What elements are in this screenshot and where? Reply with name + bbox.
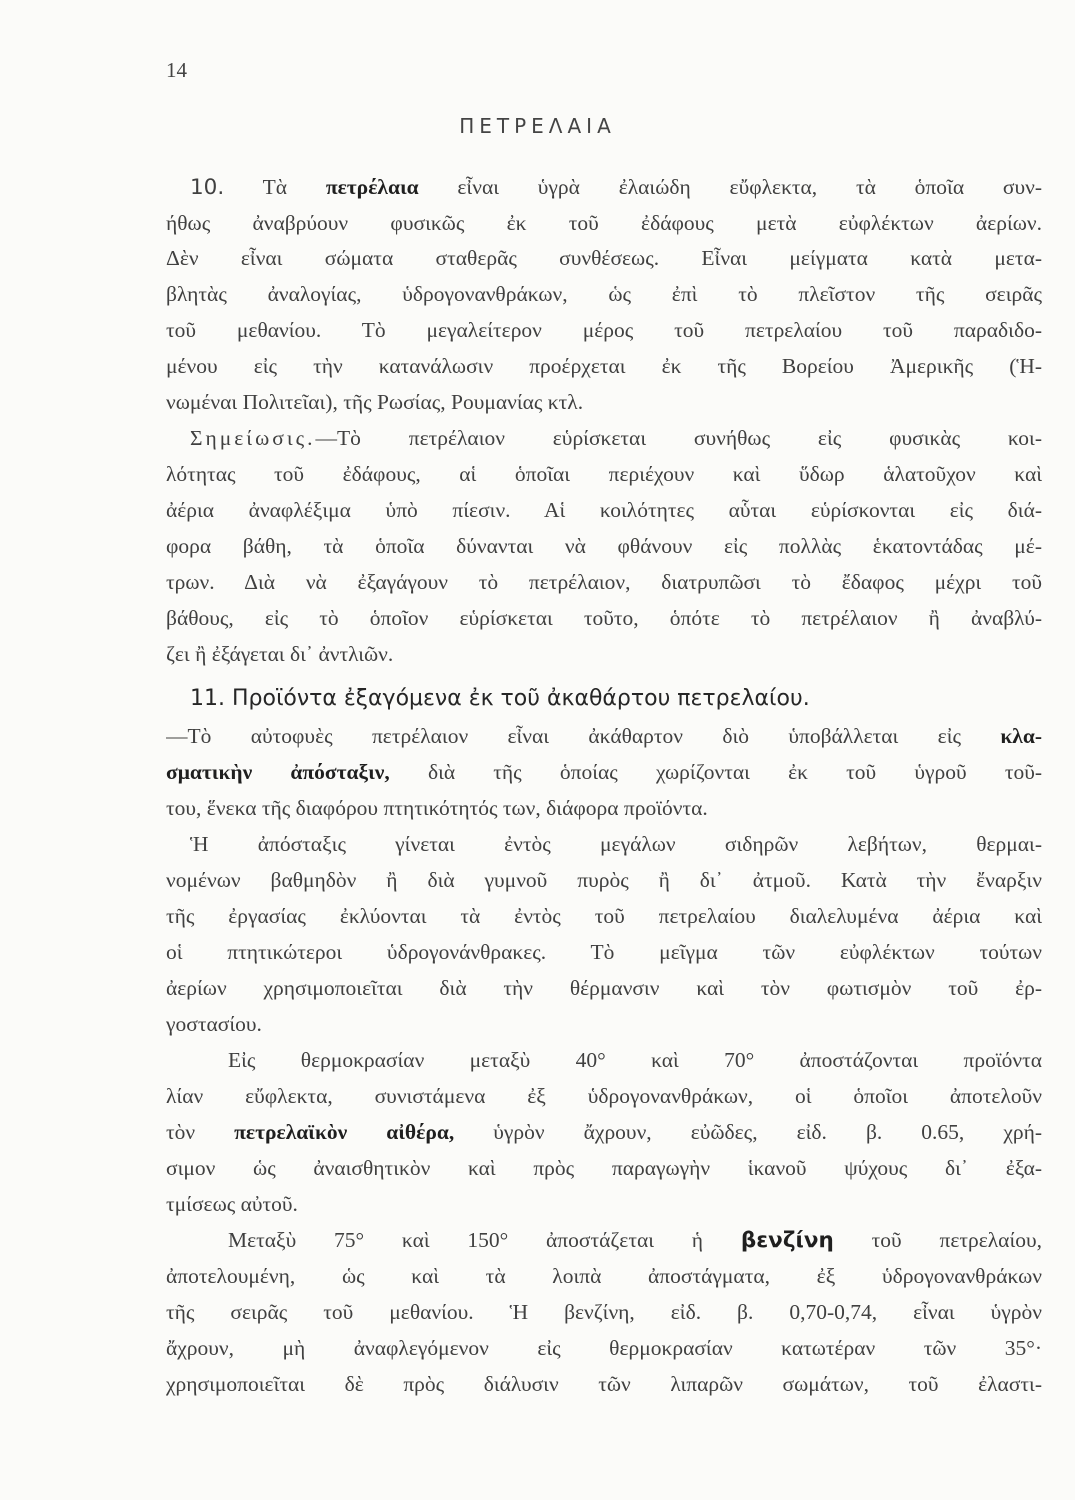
section11-heading: 11. Προϊόντα ἐξαγόμενα ἐκ τοῦ ἀκαθάρτου πετρελαίου. [190,686,810,711]
s11-p4-line-2: ἀποτελουμένη, ὡς καὶ τὰ λοιπὰ ἀποστάγματα, ἐξ ὑδρογονανθράκων [166,1264,1042,1288]
section10-line-1: 10. Τὰ πετρέλαια εἶναι ὑγρὰ ἐλαιώδη εὔφλεκτα, τὰ ὁποῖα συν- [190,175,1042,200]
s11-p2-line-4: οἱ πτητικώτεροι ὑδρογονάνθρακες. Τὸ μεῖγμα τῶν εὐφλέκτων τούτων [166,940,1042,964]
s11-p4-line-4: ἄχρουν, μὴ ἀναφλεγόμενον εἰς θερμοκρασίαν κατωτέραν τῶν 35°· [166,1336,1042,1360]
s11-p2-line-1: Ἡ ἀπόσταξις γίνεται ἐντὸς μεγάλων σιδηρῶν λεβήτων, θερμαι- [190,832,1042,856]
note-line-1: Σημείωσις.—Τὸ πετρέλαιον εὑρίσκεται συνήθως εἰς φυσικὰς κοι- [190,426,1042,450]
note-label: Σημείωσις. [190,426,316,450]
note-line-7: ζει ἢ ἐξάγεται δι᾽ ἀντλιῶν. [166,642,394,666]
section10-line-6: μένου εἰς τὴν κατανάλωσιν προέρχεται ἐκ τῆς Βορείου Ἀμερικῆς (Ἡ- [166,354,1042,378]
section10-line-2: ήθως ἀναβρύουν φυσικῶς ἐκ τοῦ ἐδάφους μετὰ εὐφλέκτων ἀερίων. [166,211,1042,235]
s11-p3-line-4: σιμον ὡς ἀναισθητικὸν καὶ πρὸς παραγωγὴν ἱκανοῦ ψύχους δι᾽ ἐξα- [166,1156,1042,1180]
note-line-3: ἀέρια ἀναφλέξιμα ὑπὸ πίεσιν. Αἱ κοιλότητες αὗται εὑρίσκονται εἰς διά- [166,498,1042,522]
note-line-6: βάθους, εἰς τὸ ὁποῖον εὑρίσκεται τοῦτο, ὁπότε τὸ πετρέλαιον ἢ ἀναβλύ- [166,606,1042,630]
s11-p4-line-3: τῆς σειρᾶς τοῦ μεθανίου. Ἡ βενζίνη, εἰδ. β. 0,70-0,74, εἶναι ὑγρὸν [166,1300,1042,1324]
note-line-2: λότητας τοῦ ἐδάφους, αἱ ὁποῖαι περιέχουν καὶ ὕδωρ ἁλατοῦχον καὶ [166,462,1042,486]
s11-p4-line-5: χρησιμοποιεῖται δὲ πρὸς διάλυσιν τῶν λιπαρῶν σωμάτων, τοῦ ἐλαστι- [166,1372,1042,1396]
page-number: 14 [166,58,187,82]
s11-p4-line-1: Μεταξὺ 75° καὶ 150° ἀποστάζεται ἡ βενζίνη τοῦ πετρελαίου, [228,1228,1042,1253]
s11-p3-line-5: τμίσεως αὐτοῦ. [166,1192,298,1216]
s11-p1-line-1: —Τὸ αὐτοφυὲς πετρέλαιον εἶναι ἀκάθαρτον διὸ ὑποβάλλεται εἰς κλα- [166,724,1042,748]
section10-line-5: τοῦ μεθανίου. Τὸ μεγαλείτερον μέρος τοῦ πετρελαίου τοῦ παραδιδο- [166,318,1042,342]
s11-p2-line-3: τῆς ἐργασίας ἐκλύονται τὰ ἐντὸς τοῦ πετρελαίου διαλελυμένα ἀέρια καὶ [166,904,1042,928]
section10-line-7: νωμέναι Πολιτεῖαι), τῆς Ρωσίας, Ρουμανίας κτλ. [166,390,584,414]
section10-line-3: Δὲν εἶναι σώματα σταθερᾶς συνθέσεως. Εἶναι μείγματα κατὰ μετα- [166,246,1042,270]
section10-number: 10. [190,175,225,200]
s11-p1-line-3: του, ἕνεκα τῆς διαφόρου πτητικότητός των, διάφορα προϊόντα. [166,796,708,820]
s11-p2-line-6: γοστασίου. [166,1012,262,1036]
note-line-5: τρων. Διὰ νὰ ἐξαγάγουν τὸ πετρέλαιον, διατρυπῶσι τὸ ἔδαφος μέχρι τοῦ [166,570,1042,594]
bold-term-aithera: πετρελαϊκὸν αἰθέρα, [234,1120,455,1144]
s11-p3-line-3: τὸν πετρελαϊκὸν αἰθέρα, ὑγρὸν ἄχρουν, εὐῶδες, εἰδ. β. 0.65, χρή- [166,1120,1042,1144]
section10-line-4: βλητὰς ἀναλογίας, ὑδρογονανθράκων, ὡς ἐπὶ τὸ πλεῖστον τῆς σειρᾶς [166,282,1042,306]
term-petrelaia: πετρέλαια [325,175,419,199]
bold-term-klasmatiki-2: σματικὴν ἀπόσταξιν, [166,760,390,784]
running-head: ΠΕΤΡΕΛΑΙΑ [459,114,616,138]
s11-p1-line-2: σματικὴν ἀπόσταξιν, διὰ τῆς ὁποίας χωρίζονται ἐκ τοῦ ὑγροῦ τοῦ- [166,760,1042,784]
note-line-4: φορα βάθη, τὰ ὁποῖα δύνανται νὰ φθάνουν εἰς πολλὰς ἑκατοντάδας μέ- [166,534,1042,558]
s11-p2-line-2: νομένων βαθμηδὸν ἢ διὰ γυμνοῦ πυρὸς ἢ δι᾽ ἀτμοῦ. Κατὰ τὴν ἔναρξιν [166,868,1042,892]
s11-p3-line-1: Εἰς θερμοκρασίαν μεταξὺ 40° καὶ 70° ἀποστάζονται προϊόντα [228,1048,1042,1072]
bold-term-klasmatiki-1: κλα- [1000,724,1042,748]
bold-term-venzini: βενζίνη [740,1228,834,1253]
s11-p2-line-5: ἀερίων χρησιμοποιεῖται διὰ τὴν θέρμανσιν καὶ τὸν φωτισμὸν τοῦ ἐρ- [166,976,1042,1000]
s11-p3-line-2: λίαν εὔφλεκτα, συνιστάμενα ἐξ ὑδρογονανθράκων, οἱ ὁποῖοι ἀποτελοῦν [166,1084,1042,1108]
